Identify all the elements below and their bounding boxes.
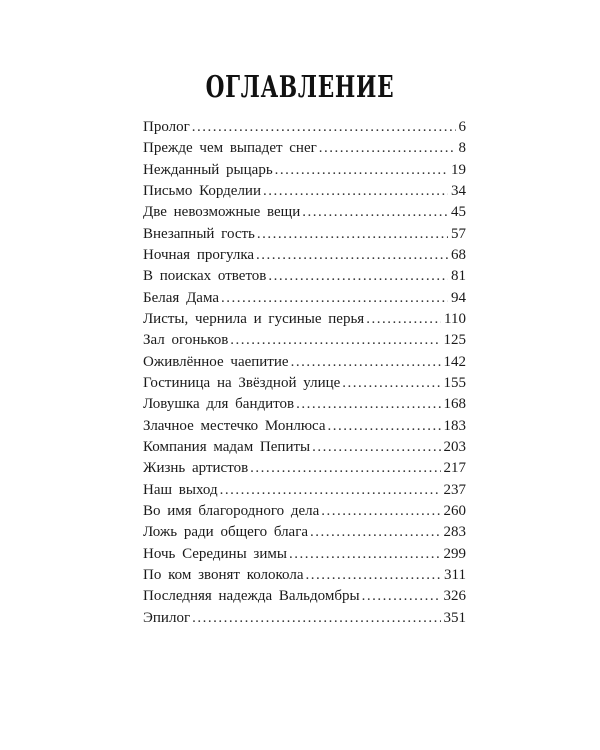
toc-dot-leader <box>306 565 442 586</box>
toc-entry-title: Прежде чем выпадет снег <box>143 140 317 157</box>
toc-dot-leader <box>221 288 448 309</box>
toc-entry-page-number: 283 <box>443 524 466 541</box>
toc-entry <box>143 330 466 351</box>
toc-dot-leader <box>319 138 456 159</box>
toc-entry <box>143 394 466 415</box>
toc-entry-title: В поисках ответов <box>143 268 267 285</box>
toc-entry-title: Письмо Корделии <box>143 182 261 199</box>
toc-entry <box>143 437 466 458</box>
toc-dot-leader <box>366 309 441 330</box>
toc-dot-leader <box>342 373 440 394</box>
table-of-contents <box>143 117 466 629</box>
toc-entry <box>143 181 466 202</box>
toc-entry-page-number: 299 <box>443 545 466 562</box>
toc-dot-leader <box>362 586 441 607</box>
toc-entry <box>143 416 466 437</box>
toc-entry-title: Гостиница на Звёздной улице <box>143 374 341 391</box>
toc-entry <box>143 565 466 586</box>
toc-dot-leader <box>192 608 440 629</box>
toc-entry-page-number: 110 <box>444 310 466 327</box>
toc-dot-leader <box>230 330 440 351</box>
toc-entry <box>143 245 466 266</box>
toc-dot-leader <box>256 245 448 266</box>
toc-entry-title: Белая Дама <box>143 289 220 306</box>
toc-entry-title: Нежданный рыцарь <box>143 161 273 178</box>
toc-dot-leader <box>250 458 440 479</box>
toc-entry-page-number: 155 <box>443 374 466 391</box>
toc-entry-title: По ком звонят колокола <box>143 566 304 583</box>
toc-entry-title: Пролог <box>143 119 190 135</box>
toc-entry-title: Ночь Середины зимы <box>143 545 287 562</box>
toc-dot-leader <box>291 352 441 373</box>
toc-entry-title: Во имя благородного дела <box>143 502 320 519</box>
toc-entry-page-number: 311 <box>444 566 466 583</box>
toc-entry-page-number: 326 <box>443 588 466 605</box>
toc-entry-title: Компания мадам Пепиты <box>143 438 311 455</box>
toc-dot-leader <box>192 117 456 138</box>
toc-entry-page-number: 68 <box>451 246 466 263</box>
toc-entry <box>143 266 466 287</box>
toc-entry-title: Жизнь артистов <box>143 460 249 477</box>
toc-dot-leader <box>268 266 448 287</box>
toc-dot-leader <box>263 181 448 202</box>
toc-dot-leader <box>275 160 448 181</box>
toc-entry-title: Ночная прогулка <box>143 246 255 263</box>
toc-entry <box>143 117 466 138</box>
toc-dot-leader <box>310 522 440 543</box>
toc-entry-title: Листы, чернила и гусиные перья <box>143 310 365 327</box>
toc-entry-title: Две невозможные вещи <box>143 204 301 221</box>
toc-entry <box>143 202 466 223</box>
toc-entry-page-number: 6 <box>458 119 466 135</box>
toc-dot-leader <box>289 544 441 565</box>
toc-entry <box>143 309 466 330</box>
toc-entry-page-number: 237 <box>443 481 466 498</box>
toc-entry <box>143 138 466 159</box>
toc-entry-title: Наш выход <box>143 481 218 498</box>
toc-dot-leader <box>296 394 440 415</box>
toc-entry-page-number: 217 <box>443 460 466 477</box>
toc-entry <box>143 480 466 501</box>
toc-entry <box>143 608 466 629</box>
toc-entry <box>143 352 466 373</box>
toc-entry-title: Зал огоньков <box>143 332 229 349</box>
toc-entry-page-number: 81 <box>451 268 466 285</box>
toc-entry-page-number: 94 <box>451 289 466 306</box>
toc-dot-leader <box>257 224 448 245</box>
toc-entry <box>143 544 466 565</box>
toc-entry <box>143 586 466 607</box>
toc-entry-title: Ловушка для бандитов <box>143 396 295 413</box>
toc-dot-leader <box>220 480 441 501</box>
toc-entry-page-number: 19 <box>451 161 466 178</box>
toc-dot-leader <box>312 437 440 458</box>
toc-entry <box>143 373 466 394</box>
toc-entry <box>143 522 466 543</box>
toc-entry-page-number: 183 <box>443 417 466 434</box>
toc-entry-page-number: 34 <box>451 182 466 199</box>
toc-entry-page-number: 8 <box>458 140 466 157</box>
toc-entry <box>143 160 466 181</box>
toc-entry <box>143 458 466 479</box>
toc-entry-page-number: 57 <box>451 225 466 242</box>
toc-entry-title: Внезапный гость <box>143 225 255 242</box>
toc-entry-page-number: 168 <box>443 396 466 413</box>
page-title: ОГЛАВЛЕНИЕ <box>205 70 395 105</box>
toc-entry-page-number: 203 <box>443 438 466 455</box>
toc-entry-page-number: 125 <box>443 332 466 349</box>
toc-entry-page-number: 260 <box>443 502 466 519</box>
toc-entry <box>143 288 466 309</box>
toc-entry-page-number: 45 <box>451 204 466 221</box>
toc-dot-leader <box>328 416 441 437</box>
toc-entry-title: Эпилог <box>143 609 191 626</box>
toc-entry-title: Ложь ради общего блага <box>143 524 309 541</box>
toc-dot-leader <box>321 501 440 522</box>
toc-entry-page-number: 351 <box>443 609 466 626</box>
toc-dot-leader <box>302 202 448 223</box>
toc-entry <box>143 501 466 522</box>
toc-entry <box>143 224 466 245</box>
toc-entry-title: Оживлённое чаепитие <box>143 353 289 370</box>
toc-entry-title: Последняя надежда Вальдомбры <box>143 588 360 605</box>
toc-entry-page-number: 142 <box>443 353 466 370</box>
toc-entry-title: Злачное местечко Монлюса <box>143 417 326 434</box>
